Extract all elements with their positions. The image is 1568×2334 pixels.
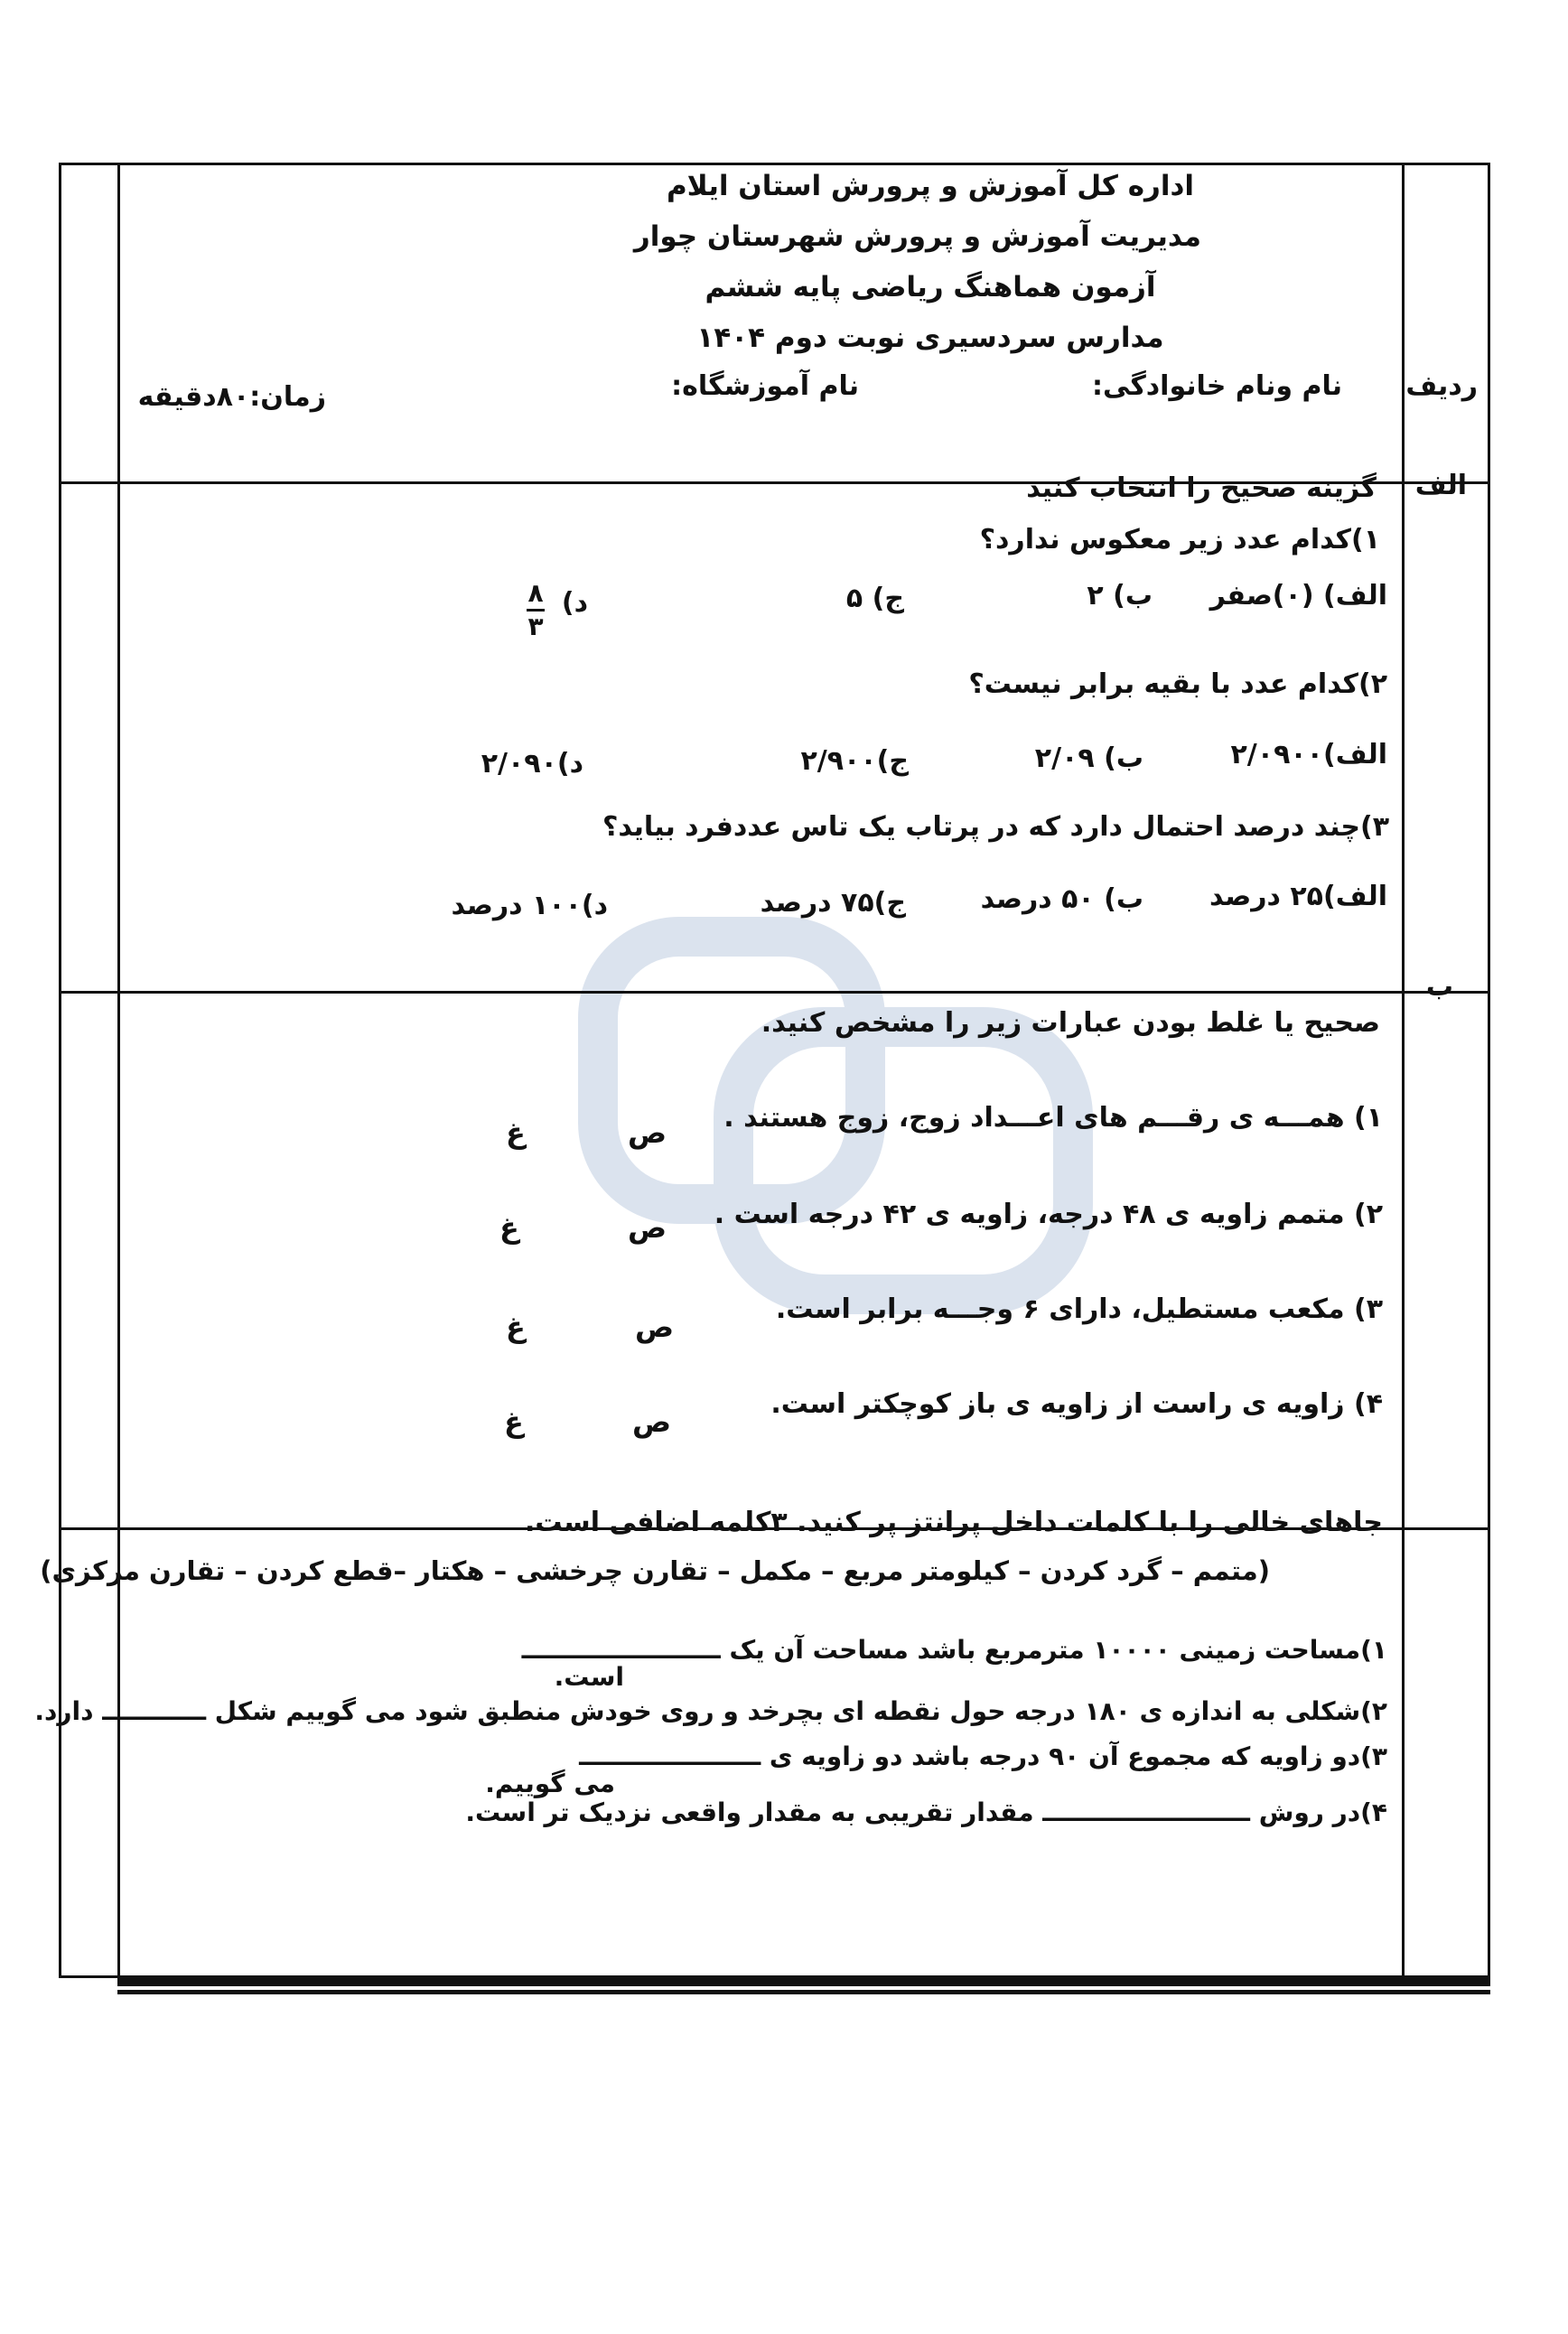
row-number-column	[1402, 165, 1488, 1975]
tf-3-true[interactable]: ص	[635, 1310, 675, 1344]
q1-option-d-fraction	[527, 578, 545, 641]
header-session: مدارس سردسیری نوبت دوم ۱۴۰۴	[696, 322, 1164, 354]
section-a-instruction: گزینه صحیح را انتخاب کنید	[1026, 472, 1377, 504]
q1-option-a: الف) (۰)صفر	[1209, 580, 1387, 612]
section-b-instruction: صحیح یا غلط بودن عبارات زیر را مشخص کنید.	[761, 1007, 1380, 1039]
q2-option-c: ج)۲/۹۰۰	[800, 745, 909, 777]
q1-option-b: ب) ۲	[1087, 580, 1153, 612]
tf-statement-4: ۴) زاویه ی راست از زاویه ی باز کوچکتر است.	[770, 1388, 1383, 1420]
tf-4-true[interactable]: ص	[632, 1405, 672, 1439]
fill-blank-2[interactable]: ۲)شکلی به اندازه ی ۱۸۰ درجه حول نقطه ای بچرخد و روی خودش منطبق شود می گوییم شکل ــــــــــــ دارد.	[34, 1696, 1387, 1726]
tf-statement-2: ۲) متمم زاویه ی ۴۸ درجه، زاویه ی ۴۲ درجه است .	[714, 1199, 1383, 1230]
exam-duration: زمان:۸۰دقیقه	[137, 381, 326, 413]
fill-blank-3-end: می گوییم.	[485, 1769, 615, 1798]
header-org: اداره کل آموزش و پرورش استان ایلام	[666, 170, 1195, 202]
q2-option-a: الف)۲/۰۹۰۰	[1230, 739, 1387, 770]
question-1: ۱)کدام عدد زیر معکوس ندارد؟	[979, 524, 1380, 555]
fill-blank-4[interactable]: ۴)در روش ــــــــــــــــــــــــ مقدار تقریبی به مقدار واقعی نزدیک تر است.	[465, 1797, 1387, 1827]
word-bank: (متمم – گرد کردن – کیلومتر مربع – مکمل – تقارن چرخشی – هکتار –قطع کردن – تقارن مرکزی)	[40, 1555, 1270, 1586]
tf-2-false[interactable]: غ	[499, 1210, 519, 1245]
section-b-label: ب	[1425, 971, 1453, 1003]
header-exam-title: آزمون هماهنگ ریاضی پایه ششم	[705, 271, 1156, 303]
q3-option-d: د)۱۰۰ درصد	[451, 890, 608, 921]
divider-section-a	[61, 991, 1488, 994]
tf-statement-3: ۳) مکعب مستطیل، دارای ۶ وجـــه برابر است.	[775, 1293, 1383, 1325]
tf-2-true[interactable]: ص	[628, 1210, 667, 1245]
tf-4-false[interactable]: غ	[504, 1405, 524, 1439]
q1-option-c: ج) ۵	[845, 583, 904, 614]
fill-blank-1-end: است.	[554, 1662, 624, 1692]
fill-blank-1[interactable]: ۱)مساحت زمینی ۱۰۰۰۰ مترمربع باشد مساحت آن یک ـــــــــــــــــــــــ	[521, 1635, 1387, 1665]
q3-option-a: الف)۲۵ درصد	[1209, 881, 1387, 912]
student-name-label: نام ونام خانوادگی:	[1091, 370, 1342, 402]
fraction-denominator: ۳	[527, 612, 544, 641]
fill-blank-3[interactable]: ۳)دو زاویه که مجموع آن ۹۰ درجه باشد دو زاویه ی ـــــــــــــــــــــ	[579, 1741, 1387, 1771]
question-2: ۲)کدام عدد با بقیه برابر نیست؟	[968, 668, 1387, 700]
header-directorate: مدیریت آموزش و پرورش شهرستان چوار	[633, 220, 1201, 253]
q1-option-d: د)	[561, 587, 588, 619]
q2-option-d: د)۲/۰۹۰	[481, 748, 583, 780]
bottom-rule	[117, 1978, 1490, 1986]
q3-option-b: ب) ۵۰ درصد	[980, 883, 1143, 915]
row-column-header: ردیف	[1405, 370, 1478, 402]
section-c-instruction: جاهای خالی را با کلمات داخل پرانتز پر کنید. ۳کلمه اضافی است.	[525, 1507, 1383, 1538]
tf-1-true[interactable]: ص	[628, 1116, 667, 1150]
fraction-numerator: ۸	[527, 578, 544, 608]
q3-option-c: ج)۷۵ درصد	[760, 887, 906, 919]
tf-3-false[interactable]: غ	[506, 1310, 526, 1344]
school-name-label: نام آموزشگاه:	[671, 370, 859, 402]
section-a-label: الف	[1414, 470, 1467, 501]
tf-statement-1: ۱) همـــه ی رقـــم های اعـــداد زوج، زوج هستند .	[723, 1102, 1383, 1134]
tf-1-false[interactable]: غ	[506, 1116, 526, 1150]
q2-option-b: ب) ۲/۰۹	[1034, 742, 1143, 774]
bottom-rule	[117, 1990, 1490, 1994]
question-3: ۳)چند درصد احتمال دارد که در پرتاب یک تاس عددفرد بیاید؟	[602, 811, 1389, 843]
